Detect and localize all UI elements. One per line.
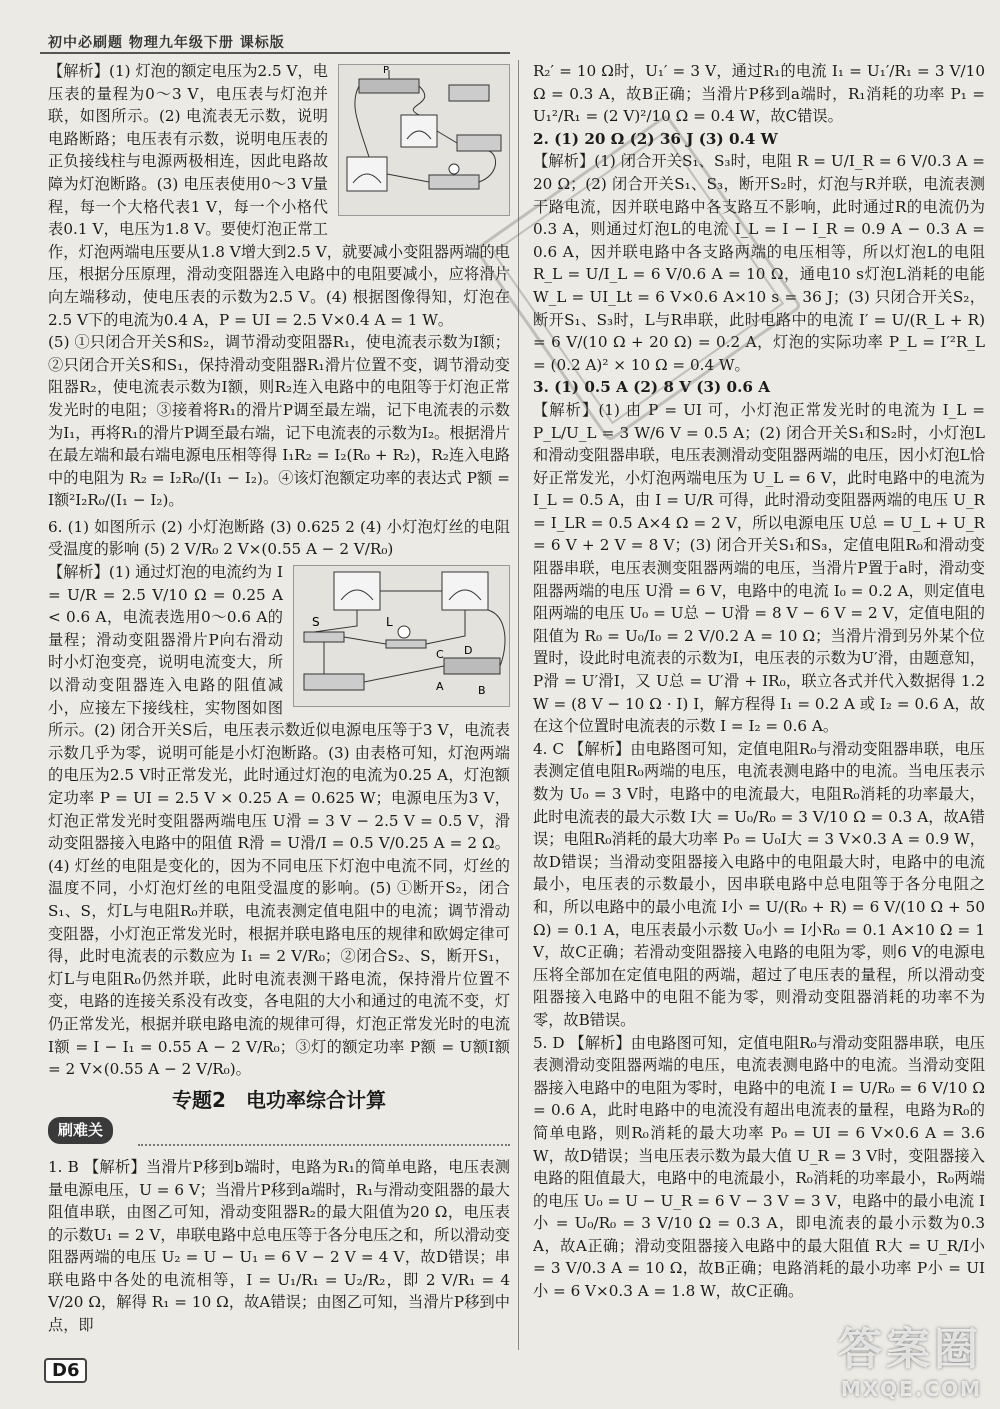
page-number: D6 — [44, 1358, 87, 1383]
svg-text:S: S — [312, 615, 320, 630]
q3-answer: 3. (1) 0.5 A (2) 8 V (3) 0.6 A — [533, 378, 771, 397]
q4-analysis: 4. C 【解析】由电路图可知，定值电阻R₀与滑动变阻器串联，电压表测定值电阻R₀两端的电压，电流表测电路中的电流。当电压表示数为 U₀ = 3 V时，电路中的电流最大，电阻R₀消耗的功率最大，此时电流表的最大示数 I大 = U₀/R₀ = 3 V/10 Ω = 0.3 A，故A错误；电阻R₀消耗的最大功率 P₀ = U₀I大 = 3 V×0.3 A = 0.9 W，故D错误；当滑动变阻器接入电路中的电阻最大时，电路中的电流最小，电压表的示数最小，因串联电路中总电阻等于各分电阻之和，所以电路中的最小电流 I小 = U/(R₀ + R) = 6 V/(10 Ω + 50 Ω) = 0.1 A，电压表最小示数 U₀小 = I小R₀ = 0.1 A×10 Ω = 1 V，故C正确；若滑动变阻器接入电路的电阻为零，则6 V的电源电压将全部加在定值电阻的两端，超过了电压表的量程，所以滑动变阻器接入电路中的电阻不能为零，则滑动变阻器消耗的功率不为零，故B错误。 — [533, 739, 985, 1029]
section-title: 专题2 电功率综合计算 — [172, 1087, 386, 1112]
q5-analysis: 5. D 【解析】由电路图可知，定值电阻R₀与滑动变阻器串联，电压表测滑动变阻器两端的电压，电流表测电路中的电流。当滑动变阻器接入电路中的电阻为零时，电路中的电流 I = U/R₀ = 6 V/10 Ω = 0.6 A，此时电路中的电流没有超出电流表的量程，电路为R₀的简单电路，则R₀消耗的最大功率 P₀ = UI = 6 V×0.6 A = 3.6 W，故D错误；当电压表示数为最大值 U_R = 3 V时，变阻器接入电路的阻值最大，电路中的电流最小，R₀消耗的功率最小，R₀两端的电压 U₀ = U − U_R = 6 V − 3 V = 3 V，电路中的最小电流 I小 = U₀/R₀ = 3 V/10 Ω = 0.3 A，即电流表的最小示数为0.3 A，故A正确；滑动变阻器接入电路中的最大阻值 R大 = U_R/I小 = 3 V/0.3 A = 10 Ω，故B正确；电路消耗的最小功率 P小 = UI小 = 6 V×0.3 A = 1.8 W，故C正确。 — [533, 1033, 985, 1301]
q1-analysis: 1. B 【解析】当滑片P移到b端时，电路为R₁的简单电路，电压表测量电源电压，U = 6 V；当滑片P移到a端时，R₁与滑动变阻器的最大阻值串联，由图乙可知，滑动变阻器R₂的最大阻值为20 Ω，电压表的示数U₁ = 2 V，串联电路中总电压等于各分电压之和，所以滑动变阻器两端的电压 U₂ = U − U₁ = 6 V − 2 V = 4 V，故D错误；串联电路中各处的电流相等，I = U₁/R₁ = U₂/R₂，即 2 V/R₁ = 4 V/20 Ω，解得 R₁ = 10 Ω，故A错误；由图乙可知，当滑片P移到中点，即 — [48, 1157, 510, 1335]
svg-text:C: C — [436, 648, 444, 662]
right-para-1: R₂′ = 10 Ω时，U₁′ = 3 V，通过R₁的电流 I₁ = U₁′/R₁ = 3 V/10 Ω = 0.3 A，故B正确；当滑片P移到a端时，R₁消耗的功率 P₁ = U₁²/R₁ = (2 V)²/10 Ω = 0.4 W，故C错误。 — [533, 62, 985, 126]
svg-text:D: D — [464, 644, 473, 658]
svg-text:L: L — [386, 615, 393, 630]
watermark-url: MXQE.COM — [840, 1377, 982, 1401]
q6-answer: 6. (1) 如图所示 (2) 小灯泡断路 (3) 0.625 2 (4) 小灯泡灯丝的电阻受温度的影响 (5) 2 V/R₀ 2 V×(0.55 A − 2 V/R₀) — [48, 517, 510, 559]
svg-text:A: A — [436, 680, 444, 694]
circuit-diagram-1 — [339, 65, 509, 215]
circuit-figure-1 — [338, 64, 510, 216]
watermark-logo: 答案圈 — [838, 1324, 982, 1375]
q6-analysis: 【解析】(1) 通过灯泡的电流约为 I = U/R = 2.5 V/10 Ω = 0.25 A < 0.6 A，电流表选用0～0.6 A的量程；滑动变阻器滑片P向右滑动时小灯泡变亮，说明电流变大，所以滑动变阻器连入电路的阻值减小，应接左下接线柱，实物图如图所示。(2) 闭合开关S后，电压表示数近似电源电压等于3 V，电流表示数几乎为零，说明可能是小灯泡断路。(3) 由表格可知，灯泡两端的电压为2.5 V时正常发光，此时通过灯泡的电流为0.25 A，灯泡额定功率 P = UI = 2.5 V × 0.25 A = 0.625 W；电源电压为3 V，灯泡正常发光时变阻器两端电压 U滑 = 3 V − 2.5 V = 0.5 V，滑动变阻器接入电路中的阻值 R滑 = U滑/I = 0.5 V/0.25 A = 2 Ω。(4) 灯丝的电阻是变化的，因为不同电压下灯泡中电流不同，灯丝的温度不同，小灯泡灯丝的电阻受温度的影响。(5) ①断开S₂，闭合S₁、S，灯L与电阻R₀并联，电流表测定值电阻中的电流；调节滑动变阻器，小灯泡正常发光时，根据并联电路电压的规律和欧姆定律可得，此时电流表的示数应为 I₁ = 2 V/R₀；②闭合S₂、S，断开S₁，灯L与电阻R₀仍然并联，此时电流表测干路电流，保持滑片位置不变，电路的连接关系没有改变，各电阻的大小和通过的电流不变，灯仍正常发光，根据并联电路电流的规律可得，灯泡正常发光时的电流 I额 = I − I₁ = 0.55 A − 2 V/R₀；③灯的额定功率 P额 = U额I额 = 2 V×(0.55 A − 2 V/R₀)。 — [48, 563, 510, 1079]
dotted-divider — [138, 1134, 510, 1146]
difficulty-badge: 刷难关 — [48, 1117, 113, 1144]
page-header: 初中必刷题 物理九年级下册 课标版 — [48, 35, 285, 51]
circuit-diagram-2 — [294, 566, 509, 706]
circuit-figure-2 — [293, 565, 510, 707]
site-watermark — [838, 1313, 982, 1401]
svg-text:B: B — [478, 684, 486, 698]
q3-analysis: 【解析】(1) 由 P = UI 可，小灯泡正常发光时的电流为 I_L = P_L/U_L = 3 W/6 V = 0.5 A；(2) 闭合开关S₁和S₂时，小灯泡L和滑动变阻器串联，电压表测滑动变阻器两端的电压，因小灯泡L恰好正常发光，小灯泡两端电压为 U_L = 6 V，此时电路中的电流为 I_L = 0.5 A，由 I = U/R 可得，此时滑动变阻器两端的电压 U_R = I_LR = 0.5 A×4 Ω = 2 V，所以电源电压 U总 = U_L + U_R = 6 V + 2 V = 8 V；(3) 闭合开关S₁和S₃，定值电阻R₀和滑动变阻器串联，电压表测变阻器两端的电压，当滑片P置于a时，滑动变阻器两端的电压 U滑 = 6 V，电路中的电流 I₀ = 0.2 A，则定值电阻两端的电压 U₀ = U总 − U滑 = 8 V − 6 V = 2 V，定值电阻的阻值为 R₀ = U₀/I₀ = 2 V/0.2 A = 10 Ω；当滑片滑到另外某个位置时，设此时电流表的示数为I，电压表的示数为U′滑，由题意知，P滑 = U′滑I，又 U总 = U′滑 + IR₀，联立各式并代入数据得 1.2 W = (8 V − 10 Ω · I) I，解方程得 I₁ = 0.2 A 或 I₂ = 0.6 A，故在这个位置时电流表的示数 I = I₂ = 0.6 A。 — [533, 400, 985, 736]
header-rule — [40, 52, 510, 54]
svg-text:P: P — [383, 65, 390, 76]
q2-analysis: 【解析】(1) 闭合开关S₁、S₃时，电阻 R = U/I_R = 6 V/0.3 A = 20 Ω；(2) 闭合开关S₁、S₃，断开S₂时，灯泡与R并联，电流表测干路电流，因并联电路中各支路互不影响，此时通过R的电流仍为0.3 A，则通过灯泡L的电流 I_L = I − I_R = 0.9 A − 0.3 A = 0.6 A，因并联电路中各支路两端的电压相等，所以灯泡L的电阻 R_L = U/I_L = 6 V/0.6 A = 10 Ω，通电10 s灯泡L消耗的电能 W_L = UI_Lt = 6 V×0.6 A×10 s = 36 J；(3) 只闭合开关S₂，断开S₁、S₃时，L与R串联，此时电路中的电流 I′ = U/(R_L + R) = 6 V/(10 Ω + 20 Ω) = 0.2 A，灯泡的实际功率 P_L = I′²R_L = (0.2 A)² × 10 Ω = 0.4 W。 — [533, 152, 985, 374]
left-column — [48, 60, 510, 1345]
difficulty-badge-row — [48, 1115, 510, 1146]
left-para-2: (5) ①只闭合开关S和S₂，调节滑动变阻器R₁，使电流表示数为I额；②只闭合开关S和S₁，保持滑动变阻器R₁滑片位置不变，调节滑动变阻器R₂，使电流表示数为I额，则R₂连入电路中的电阻等于灯泡正常发光时的电阻；③接着将R₁的滑片P调至最左端，记下电流表的示数为I₁，再将R₁的滑片P调至最右端，记下电流表的示数为I₂。根据滑片在最左端和最右端电源电压相等得 I₁R₂ = I₂(R₀ + R₂)，R₂连入电路中的电阻为 R₂ = I₂R₀/(I₁ − I₂)。④该灯泡额定功率的表达式 P额 = I额²I₂R₀/(I₁ − I₂)。 — [48, 333, 510, 510]
q2-answer: 2. (1) 20 Ω (2) 36 J (3) 0.4 W — [533, 129, 778, 148]
left-para-1: 【解析】(1) 灯泡的额定电压为2.5 V，电压表的量程为0～3 V，电压表与灯泡并联，如图所示。(2) 电流表无示数，说明电路断路；电压表有示数，说明电压表的正负接线柱与电源两极相连，因此电路故障为灯泡断路。(3) 电压表使用0～3 V量程，每一个大格代表1 V，每一个小格代表0.1 V，电压为1.8 V。要使灯泡正常工作，灯泡两端电压要从1.8 V增大到2.5 V，就要减小变阻器两端的电压，根据分压原理，滑动变阻器连入电路中的电阻要减小，应将滑片向左端移动，使电压表的示数为2.5 V。(4) 根据图像得知，灯泡在2.5 V下的电流为0.4 A，P = UI = 2.5 V×0.4 A = 1 W。 — [48, 62, 510, 329]
